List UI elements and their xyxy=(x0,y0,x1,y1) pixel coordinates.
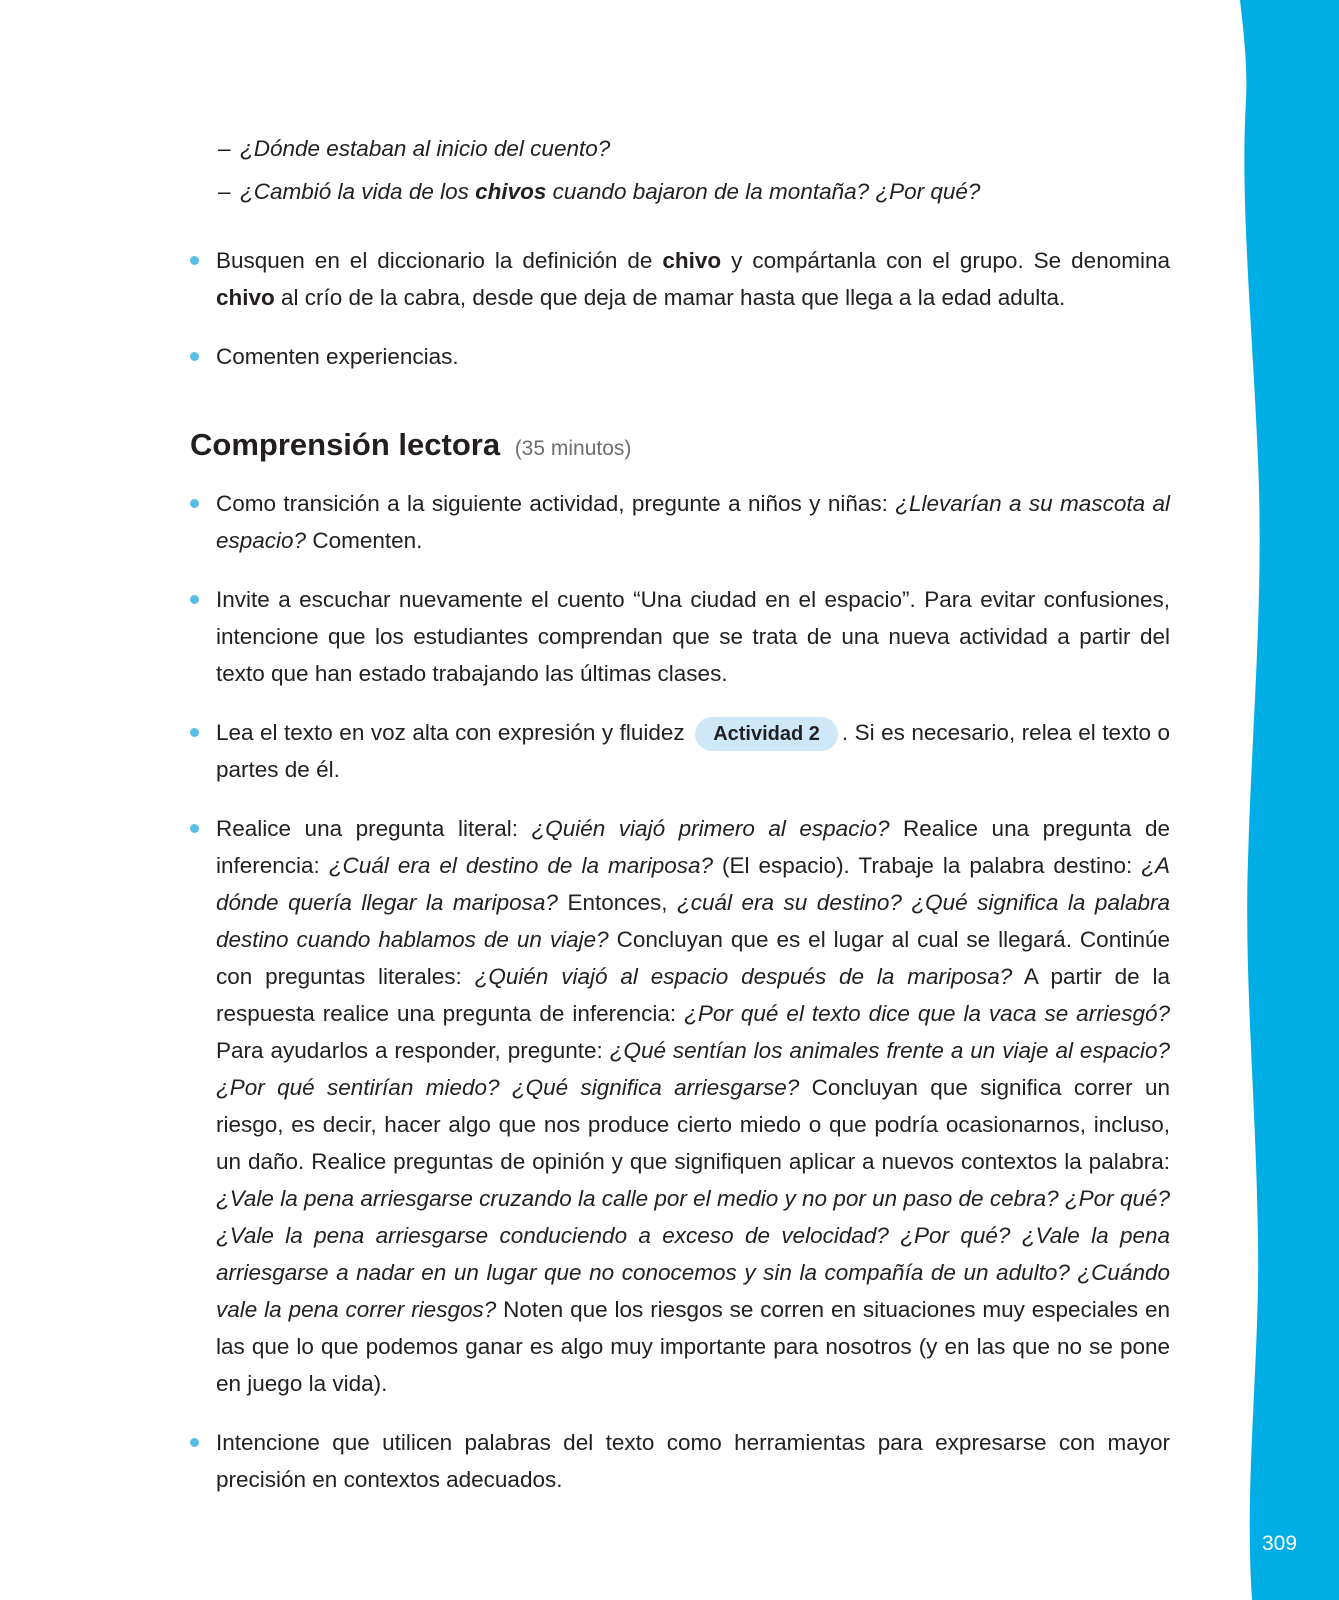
paragraph-text: Realice una pregunta literal: xyxy=(216,816,532,841)
bold-term: chivo xyxy=(216,285,275,310)
bullet-dot-icon xyxy=(190,824,199,833)
paragraph-text: Comenten experiencias. xyxy=(216,344,459,369)
list-item xyxy=(190,714,1170,788)
question-text: ¿Dónde estaban al inicio del cuento? xyxy=(240,136,611,161)
bold-term: chivos xyxy=(475,179,547,204)
paragraph-text: Comenten. xyxy=(306,528,423,553)
paragraph-text: Para ayudarlos a responder, pregunte: xyxy=(216,1038,610,1063)
page-number: 309 xyxy=(1262,1532,1298,1555)
paragraph-text: . Si es necesario, relea el texto o partes de él. xyxy=(216,720,1170,782)
activity-badge: Actividad 2 xyxy=(695,717,838,751)
paragraph-text: Concluyan que significa correr un riesgo, es decir, hacer algo que nos produce cierto miedo o que podría ocasionarnos, incluso, un daño. Realice preguntas de opinión y que signifiquen aplicar a nuevos contextos la palabra: xyxy=(216,1075,1171,1174)
paragraph-text: Entonces, xyxy=(557,890,678,915)
activity-bullet-list xyxy=(190,485,1170,1498)
bullet-dot-icon xyxy=(190,256,199,265)
paragraph-text: (El espacio). Trabaje la palabra destino: xyxy=(713,853,1142,878)
list-item xyxy=(190,242,1170,316)
paragraph-text: Lea el texto en voz alta con expresión y fluidez xyxy=(216,720,692,745)
bullet-dot-icon xyxy=(190,595,199,604)
italic-question: ¿Por qué el texto dice que la vaca se arriesgó? xyxy=(684,1001,1170,1026)
wavy-band-shape xyxy=(1240,0,1339,1600)
bullet-dot-icon xyxy=(190,728,199,737)
paragraph-text: y compártanla con el grupo. Se denomina xyxy=(721,248,1170,273)
paragraph-text: A partir de la respuesta realice una pregunta de inferencia: xyxy=(216,964,1170,1026)
bold-term: chivo xyxy=(662,248,722,273)
paragraph-text: Noten que los riesgos se corren en situaciones muy especiales en las que lo que podemos ganar es algo muy importante para nosotros (y en las que no se pone en juego la vida). xyxy=(216,1297,1170,1396)
list-item xyxy=(190,810,1170,1402)
bullet-dot-icon xyxy=(190,499,199,508)
paragraph-text: Intencione que utilicen palabras del texto como herramientas para expresarse con mayor precisión en contextos adecuados. xyxy=(216,1430,1170,1492)
italic-question: ¿Quién viajó al espacio después de la mariposa? xyxy=(474,964,1013,989)
question-text: cuando bajaron de la montaña? ¿Por qué? xyxy=(546,179,981,204)
section-title: Comprensión lectora xyxy=(190,427,501,462)
section-heading xyxy=(190,427,1170,463)
paragraph-text: Como transición a la siguiente actividad, pregunte a niños y niñas: xyxy=(216,491,896,516)
list-item xyxy=(190,338,1170,375)
italic-question: ¿Quién viajó primero al espacio? xyxy=(531,816,890,841)
side-color-band xyxy=(1240,0,1339,1600)
paragraph-text: Realice una pregunta de inferencia: xyxy=(216,816,1170,878)
paragraph-text: Busquen en el diccionario la definición de xyxy=(216,248,663,273)
italic-question: ¿cuál era su destino? ¿Qué significa la palabra destino cuando hablamos de un viaje? xyxy=(216,890,1170,952)
bullet-dot-icon xyxy=(190,1438,199,1447)
italic-question: ¿Vale la pena arriesgarse cruzando la calle por el medio y no por un paso de cebra? ¿Por qué? ¿Vale la pena arriesgarse conduciendo a exceso de velocidad? ¿Por qué? ¿Vale la pena arriesgarse a nadar en un lugar que no conocemos y sin la compañía de un adulto? ¿Cuándo vale la pena correr riesgos? xyxy=(216,1186,1170,1322)
section-time: (35 minutos) xyxy=(514,437,632,460)
paragraph-text: Concluyan que es el lugar al cual se llegará. Continúe con preguntas literales: xyxy=(216,927,1170,989)
dash-marker: – xyxy=(218,136,231,161)
paragraph-text: al crío de la cabra, desde que deja de mamar hasta que llega a la edad adulta. xyxy=(274,285,1066,310)
list-item xyxy=(190,1424,1170,1498)
paragraph-text: Invite a escuchar nuevamente el cuento “Una ciudad en el espacio”. Para evitar confusiones, intencione que los estudiantes comprendan que se trata de una nueva actividad a partir del texto que han estado trabajando las últimas clases. xyxy=(216,587,1170,686)
list-item xyxy=(190,485,1170,559)
italic-question: ¿Cuál era el destino de la mariposa? xyxy=(328,853,714,878)
list-item xyxy=(190,581,1170,692)
list-item xyxy=(190,173,1170,210)
intro-bullet-list xyxy=(190,242,1170,375)
question-list xyxy=(190,130,1170,210)
list-item xyxy=(190,130,1170,167)
italic-question: ¿A dónde quería llegar la mariposa? xyxy=(216,853,1171,915)
page-content xyxy=(190,130,1170,1520)
italic-question: ¿Llevarían a su mascota al espacio? xyxy=(216,491,1171,553)
question-text: ¿Cambió la vida de los xyxy=(240,179,476,204)
italic-question: ¿Qué sentían los animales frente a un viaje al espacio? ¿Por qué sentirían miedo? ¿Qué significa arriesgarse? xyxy=(216,1038,1170,1100)
bullet-dot-icon xyxy=(190,352,199,361)
dash-marker: – xyxy=(218,179,231,204)
